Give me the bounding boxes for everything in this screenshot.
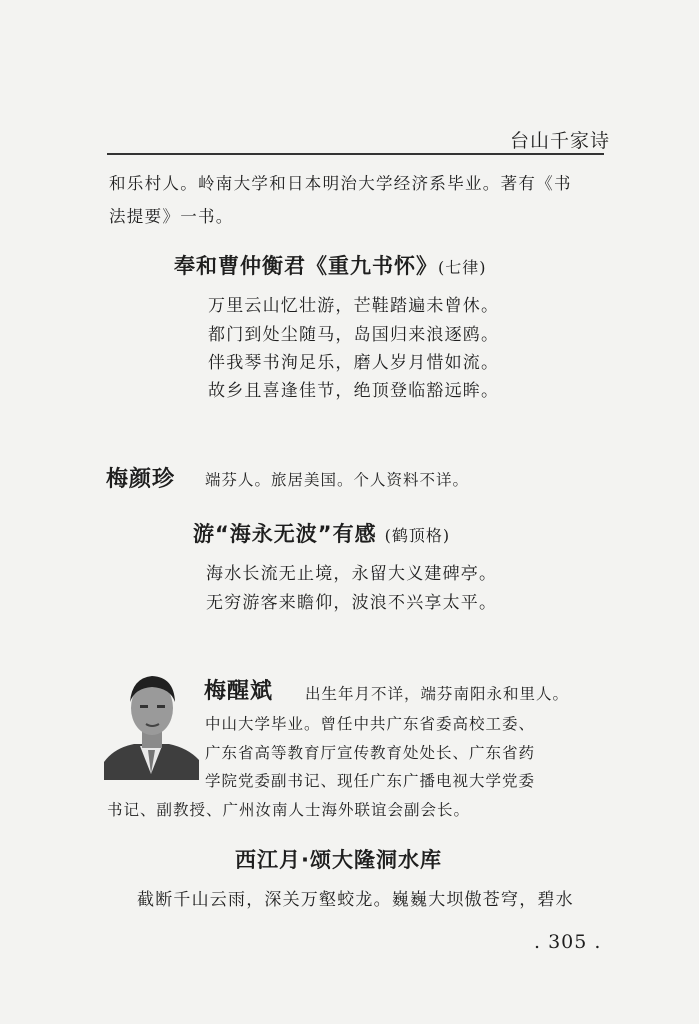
poem-1-form: (七律) — [438, 258, 487, 277]
portrait-image — [104, 662, 199, 780]
poem-2-title-text: 游“海永无波”有感 — [193, 522, 377, 546]
intro-line-1: 和乐村人。岭南大学和日本明治大学经济系毕业。著有《书 — [109, 174, 572, 193]
author-portrait — [104, 662, 199, 780]
author-bio: 端芬人。旅居美国。个人资料不详。 — [205, 471, 470, 489]
author-name: 梅颜珍 — [106, 467, 176, 492]
poem-1-line: 故乡且喜逢佳节，绝顶登临豁远眸。 — [208, 381, 500, 401]
author-name: 梅醒斌 — [204, 679, 274, 704]
poem-1-title — [174, 250, 487, 280]
author-bio-line: 广东省高等教育厅宣传教育处处长、广东省药 — [205, 744, 536, 762]
poem-1-line: 都门到处尘随马，岛国归来浪逐鸥。 — [208, 325, 500, 345]
poem-1-line: 伴我琴书洵足乐，磨人岁月惜如流。 — [208, 353, 500, 373]
author-bio-line: 出生年月不详，端芬南阳永和里人。 — [305, 685, 570, 703]
poem-2-line: 无穷游客来瞻仰，波浪不兴享太平。 — [206, 593, 498, 613]
poem-2-title — [193, 518, 450, 548]
page-number: . 305 . — [534, 931, 602, 953]
intro-line-2: 法提要》一书。 — [109, 207, 234, 226]
poem-3-title: 西江月·颂大隆洞水库 — [235, 848, 442, 872]
poem-1-title-text: 奉和曹仲衡君《重九书怀》 — [174, 254, 438, 278]
author-bio-line: 中山大学毕业。曾任中共广东省委高校工委、 — [205, 715, 536, 733]
author-bio-line: 书记、副教授、广州汝南人士海外联谊会副会长。 — [107, 801, 471, 819]
header-rule — [107, 153, 604, 155]
running-header: 台山千家诗 — [510, 130, 611, 152]
poem-2-line: 海水长流无止境，永留大义建碑亭。 — [206, 564, 498, 584]
poem-2-form: (鹤顶格) — [384, 526, 451, 545]
poem-3-line: 截断千山云雨，深关万壑蛟龙。巍巍大坝傲苍穹，碧水 — [137, 890, 574, 910]
poem-1-line: 万里云山忆壮游，芒鞋踏遍未曾休。 — [208, 296, 500, 316]
author-bio-line: 学院党委副书记、现任广东广播电视大学党委 — [205, 772, 536, 790]
